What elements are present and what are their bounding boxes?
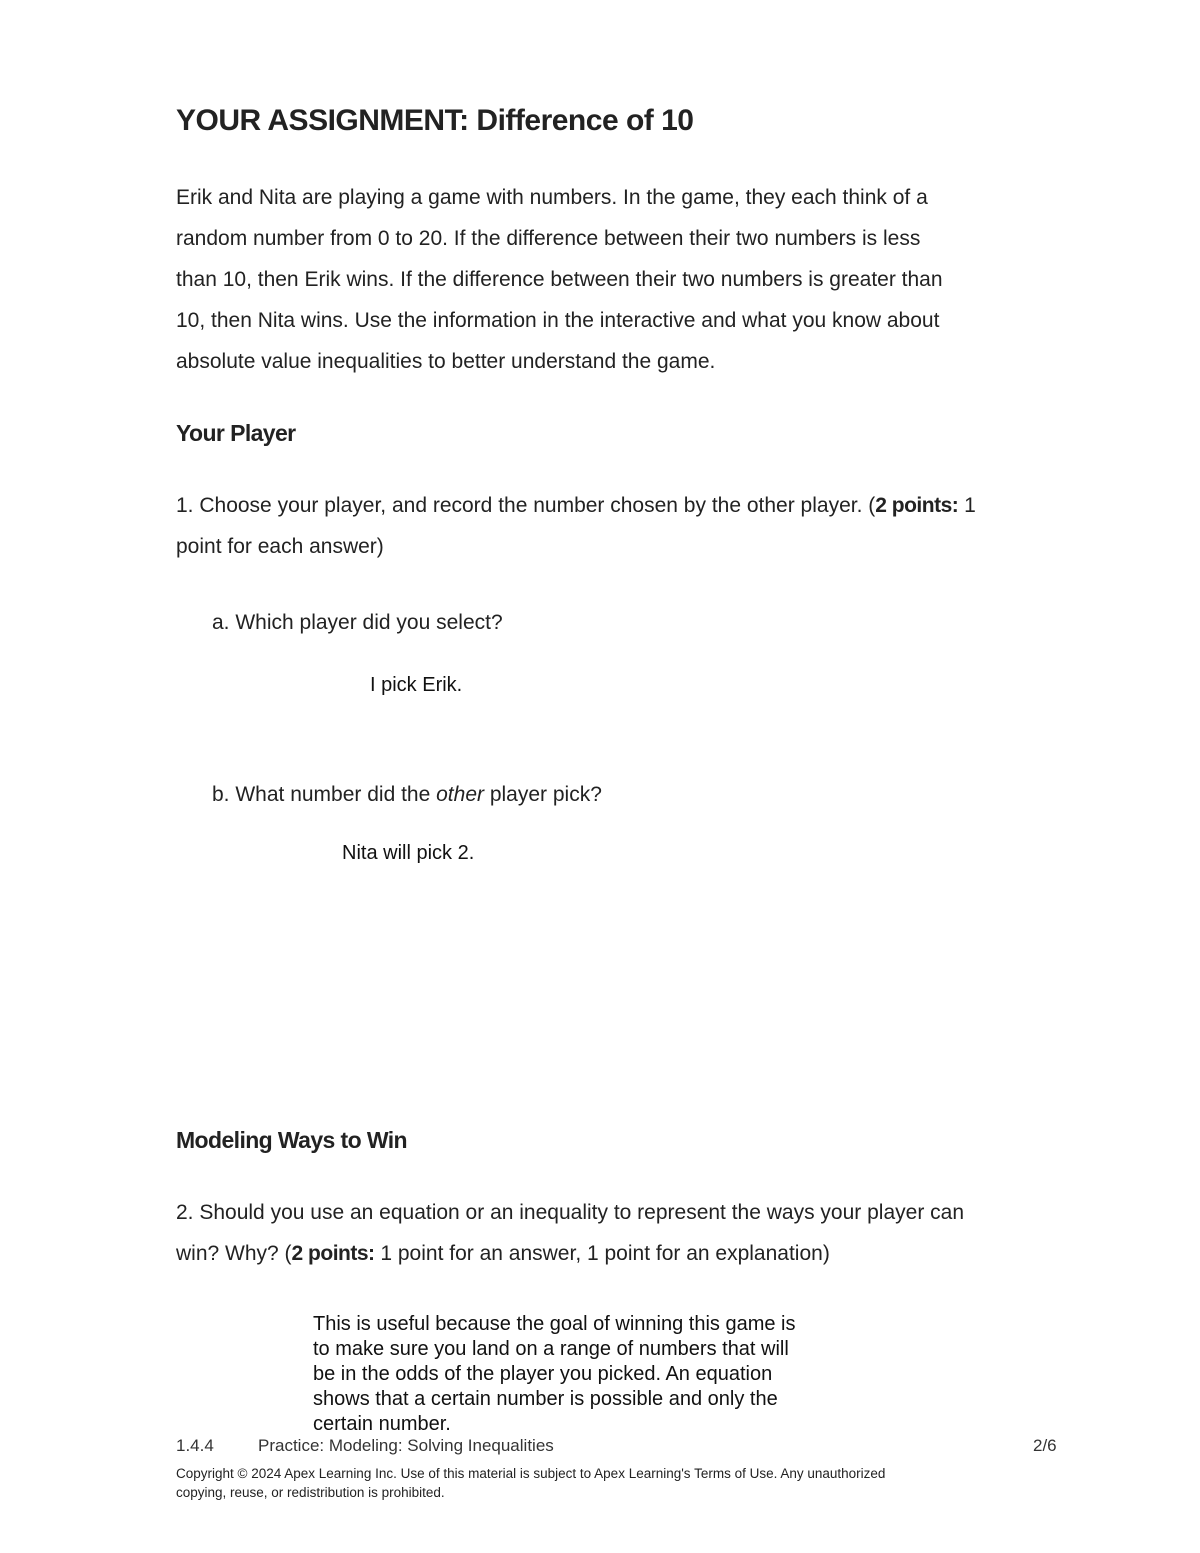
question-2-line-2 <box>176 1233 1076 1274</box>
answer-1b[interactable]: Nita will pick 2. <box>342 842 475 864</box>
intro-paragraph <box>176 177 1056 382</box>
points-label: 2 points: <box>875 494 959 517</box>
question-1b-text-end: player pick? <box>484 783 602 806</box>
question-2 <box>176 1192 1076 1274</box>
copyright-notice <box>176 1464 1026 1502</box>
answer-2-line: certain number. <box>313 1413 451 1435</box>
answer-2-line: be in the odds of the player you picked. An equation <box>313 1363 773 1385</box>
footer-lesson-number: 1.4.4 <box>176 1436 214 1455</box>
question-1-line-1 <box>176 485 1076 526</box>
copyright-line: Copyright © 2024 Apex Learning Inc. Use of this material is subject to Apex Learning's Terms of Use. Any unauthorized <box>176 1466 886 1481</box>
answer-2[interactable] <box>313 1312 873 1437</box>
intro-line: random number from 0 to 20. If the difference between their two numbers is less <box>176 227 921 250</box>
footer-page-number: 2/6 <box>1033 1436 1057 1455</box>
question-1b-prompt <box>212 774 602 815</box>
answer-2-line: to make sure you land on a range of numbers that will <box>313 1338 789 1360</box>
question-2-text-end: 1 point for an answer, 1 point for an explanation) <box>374 1242 830 1265</box>
question-2-line-1: 2. Should you use an equation or an inequality to represent the ways your player can <box>176 1201 965 1224</box>
answer-2-line: This is useful because the goal of winning this game is <box>313 1313 796 1335</box>
intro-line: 10, then Nita wins. Use the information in the interactive and what you know about <box>176 309 940 332</box>
question-2-text: win? Why? ( <box>176 1242 292 1265</box>
assignment-title: YOUR ASSIGNMENT: Difference of 10 <box>176 104 694 137</box>
footer-lesson-title: Practice: Modeling: Solving Inequalities <box>258 1436 554 1455</box>
question-1-line-2: point for each answer) <box>176 535 384 558</box>
intro-line: Erik and Nita are playing a game with numbers. In the game, they each think of a <box>176 186 928 209</box>
section-heading-your-player: Your Player <box>176 420 296 446</box>
intro-line: than 10, then Erik wins. If the difference between their two numbers is greater than <box>176 268 943 291</box>
answer-1a[interactable]: I pick Erik. <box>370 674 463 696</box>
section-heading-modeling-ways-to-win: Modeling Ways to Win <box>176 1127 407 1153</box>
question-1b-text: b. What number did the <box>212 783 437 806</box>
question-1-text: 1. Choose your player, and record the number chosen by the other player. ( <box>176 494 876 517</box>
copyright-line: copying, reuse, or redistribution is prohibited. <box>176 1485 445 1500</box>
question-1-text-end: 1 <box>958 494 976 517</box>
answer-2-line: shows that a certain number is possible and only the <box>313 1388 778 1410</box>
question-1a-prompt: a. Which player did you select? <box>212 611 503 634</box>
question-1b-emphasis: other <box>436 783 484 806</box>
points-label: 2 points: <box>291 1242 375 1265</box>
question-1 <box>176 485 1076 567</box>
intro-line: absolute value inequalities to better understand the game. <box>176 350 716 373</box>
